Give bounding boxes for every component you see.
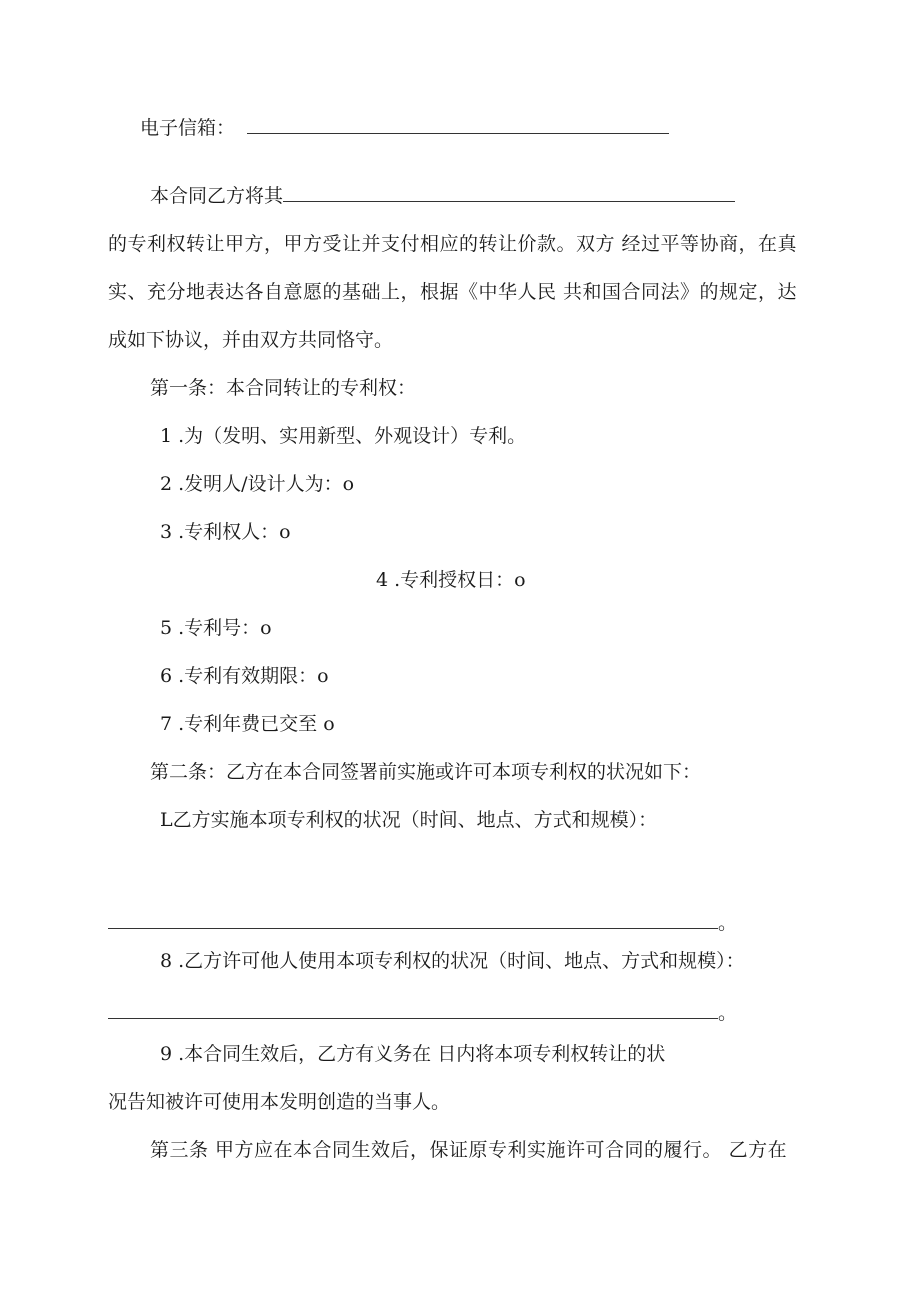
implementation-blank[interactable]: [108, 912, 718, 929]
article-1-item-3: 3 .专利权人：o: [160, 521, 291, 543]
intro-line-1: [150, 183, 735, 209]
article-1-item-4: 4 .专利授权日：o: [376, 569, 526, 591]
blank-end-2: 。: [718, 1002, 738, 1024]
blank-end-1: 。: [718, 912, 738, 934]
blank-line-1: [108, 910, 737, 936]
email-blank[interactable]: [247, 117, 669, 134]
article-1-item-6: 6 .专利有效期限：o: [160, 665, 329, 687]
article-1-item-5: 5 .专利号：o: [160, 617, 272, 639]
article-2-item-9-line-2: 况告知被许可使用本发明创造的当事人。: [108, 1091, 451, 1113]
blank-line-2: [108, 1000, 737, 1026]
intro-line-4: 成如下协议，并由双方共同恪守。: [108, 329, 394, 351]
article-3-line-1: 第三条 甲方应在本合同生效后，保证原专利实施许可合同的履行。 乙方在: [150, 1139, 788, 1161]
article-2-item-8: 8 .乙方许可他人使用本项专利权的状况（时间、地点、方式和规模）：: [160, 950, 745, 972]
patent-name-blank[interactable]: [283, 185, 735, 202]
article-1-title: 第一条：本合同转让的专利权：: [150, 377, 417, 399]
email-label: 电子信箱：: [140, 117, 236, 139]
article-2-title: 第二条：乙方在本合同签署前实施或许可本项专利权的状况如下：: [150, 761, 702, 783]
article-2-item-l: L乙方实施本项专利权的状况（时间、地点、方式和规模）：: [160, 809, 658, 831]
intro-line-2: 的专利权转让甲方，甲方受让并支付相应的转让价款。双方 经过平等协商，在真: [108, 233, 798, 255]
article-1-item-2: 2 .发明人/设计人为：o: [160, 473, 355, 495]
intro-line-3: 实、充分地表达各自意愿的基础上，根据《中华人民 共和国合同法》的规定，达: [108, 281, 798, 303]
email-line: [140, 115, 669, 141]
intro-prefix: 本合同乙方将其: [150, 185, 284, 207]
article-2-item-9-line-1: 9 .本合同生效后，乙方有义务在 日内将本项专利权转让的状: [160, 1043, 666, 1065]
article-1-item-7: 7 .专利年费已交至 o: [160, 713, 335, 735]
article-1-item-1: 1 .为（发明、实用新型、外观设计）专利。: [160, 425, 527, 447]
license-blank[interactable]: [108, 1002, 718, 1019]
